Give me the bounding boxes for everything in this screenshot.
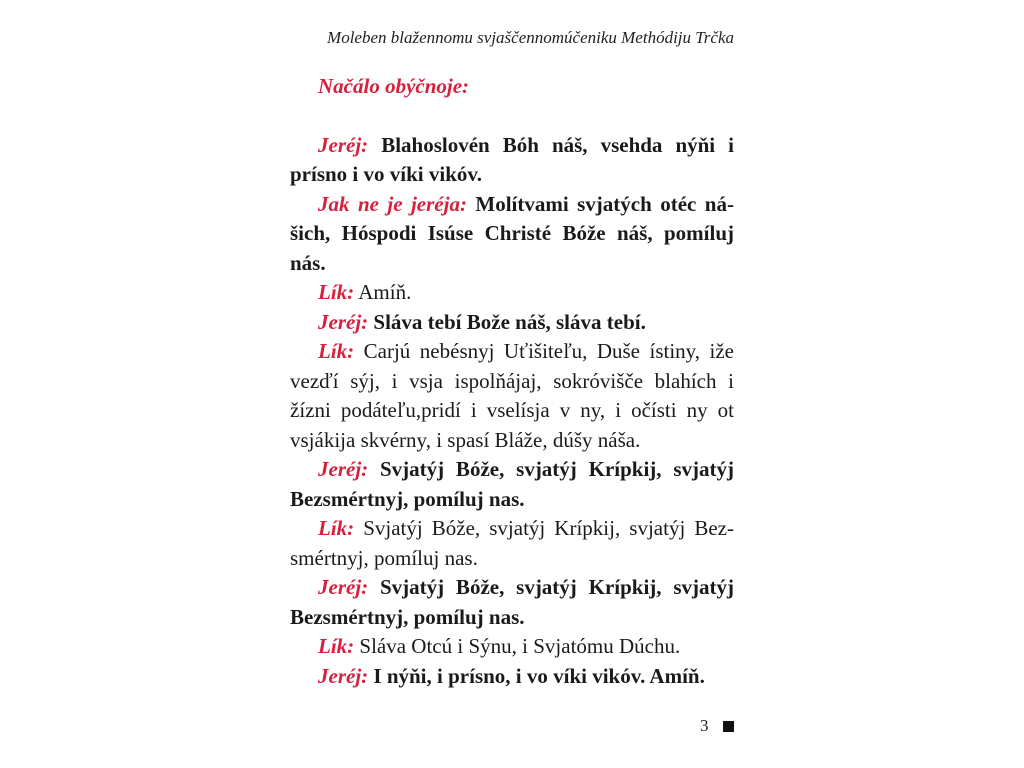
paragraph-text: Svjatýj Bóže, svjatýj Krípkij, svjatýj Bezsmértnyj, pomíluj nas.: [290, 457, 734, 511]
paragraph: [290, 190, 734, 279]
paragraph-text: Amíň.: [358, 280, 412, 304]
speaker-label: Lík:: [318, 280, 355, 304]
paragraph-text: Molítvami svjatých otéc nášich, Hóspodi Isúse Christé Bóže náš, pomíluj nás.: [290, 191, 734, 275]
speaker-label: Lík:: [318, 634, 355, 658]
paragraph: [290, 131, 734, 190]
paragraph-text: Sláva Otcú i Sýnu, i Svjatómu Dúchu.: [359, 634, 681, 658]
speaker-label: Lík:: [318, 516, 355, 540]
paragraph-text: Svjatýj Bóže, svjatýj Krípkij, svjatýj Bezsmértnyj, pomíluj nas.: [290, 575, 734, 629]
speaker-label: Jeréj:: [318, 575, 369, 599]
paragraph-text: Carjú nebésnyj Uťišiteľu, Duše ístiny, iže vezďí sýj, i vsja ispolňájaj, sokróvišče blahích i žízni podáteľu,pridí i vselísja v ny, i očísti ny ot vsjákija skvérny, i spasí Bláže, dúšy náša.: [290, 339, 735, 452]
paragraph-text: Blahoslovén Bóh náš, vsehda nýňi i prísno i vo víki vikóv.: [290, 132, 734, 186]
speaker-label: Jak ne je jeréja:: [318, 191, 467, 216]
square-marker-icon: [723, 721, 734, 732]
speaker-label: Jeréj:: [318, 663, 369, 688]
paragraph: [290, 573, 734, 632]
paragraph: [290, 514, 734, 573]
page-number: 3: [700, 716, 709, 735]
paragraph: [290, 308, 734, 338]
section-heading: Načálo obýčnoje:: [318, 74, 470, 98]
paragraph: [290, 337, 734, 455]
speaker-label: Lík:: [318, 339, 355, 363]
paragraph: [290, 278, 734, 308]
paragraph: [290, 632, 734, 662]
paragraph: [290, 662, 734, 692]
prayer-text: [290, 72, 734, 691]
speaker-label: Jeréj:: [318, 457, 369, 481]
paragraph-text: I nýňi, i prísno, i vo víki vikóv. Amíň.: [373, 663, 705, 688]
running-header: Moleben blažennomu svjaščennomúčeniku Methódiju Trčka: [327, 28, 734, 47]
speaker-label: Jeréj:: [318, 132, 369, 157]
paragraph-text: Svjatýj Bóže, svjatýj Krípkij, svjatýj Bezsmértnyj, pomíluj nas.: [290, 516, 734, 570]
paragraph-text: Sláva tebí Bože náš, sláva tebí.: [373, 309, 646, 334]
paragraph: [290, 455, 734, 514]
page-footer: [700, 716, 734, 736]
speaker-label: Jeréj:: [318, 309, 369, 334]
